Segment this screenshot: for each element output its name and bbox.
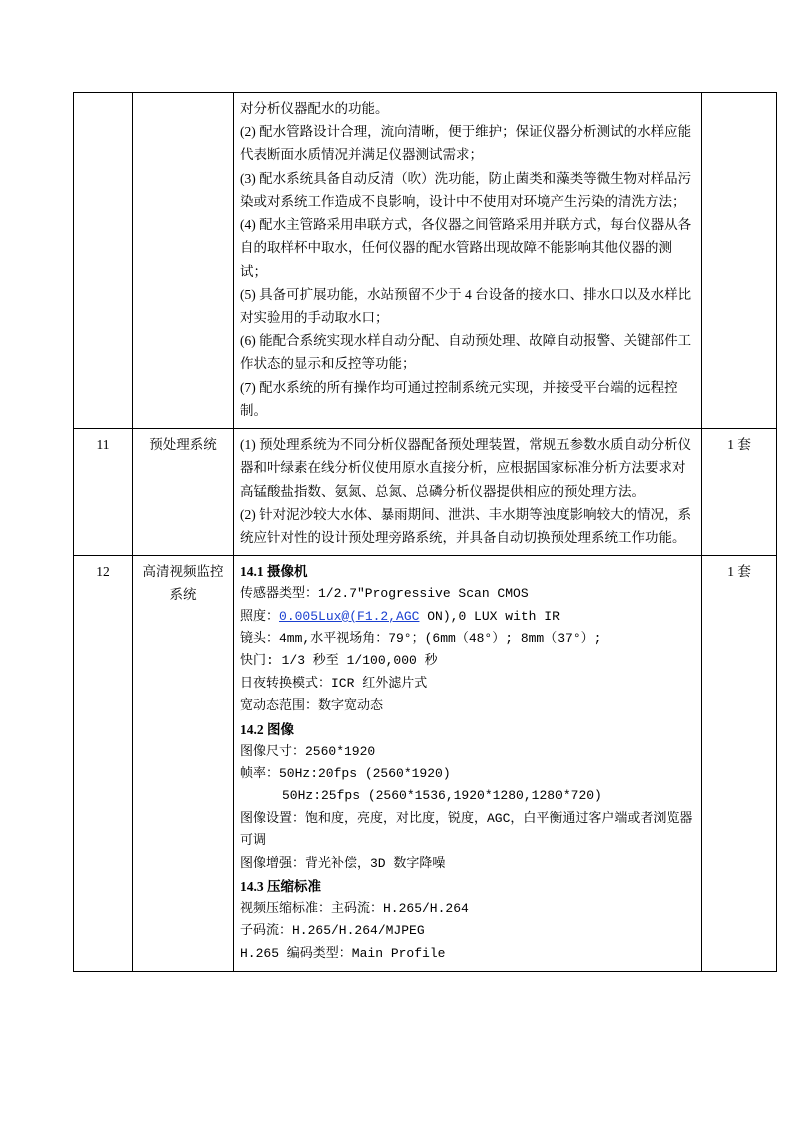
description-line: 镜头：4mm,水平视场角：79°；(6mm（48°）; 8mm（37°）; [240,631,602,647]
section-heading: 14.2 图像 [240,721,294,737]
description-line: (4) 配水主管路采用串联方式，各仪器之间管路采用并联方式，每台仪器从各自的取样杯中取水，任何仪器的配水管路出现故障不能影响其他仪器的测试； [240,217,692,279]
row-quantity: 1 套 [727,437,751,453]
row-quantity-cell [702,556,777,972]
row-quantity-cell [702,429,777,556]
row-number: 11 [96,437,110,453]
row-description-cell [234,556,702,972]
table-row [74,429,777,556]
illuminance-rest: ON),0 LUX with IR [419,608,560,624]
specification-table [73,92,777,972]
description-line: 子码流：H.265/H.264/MJPEG [240,923,425,939]
row-description-cell [234,93,702,429]
row-number-cell [74,556,133,972]
label-illuminance: 照度： [240,608,280,624]
row-quantity-cell [702,93,777,429]
description-line: 对分析仪器配水的功能。 [240,101,389,116]
description-line: 图像增强：背光补偿，3D 数字降噪 [240,855,446,871]
description-line: 帧率：50Hz:20fps (2560*1920) [240,766,451,782]
description-line: 宽动态范围：数字宽动态 [240,698,384,714]
description-line: 50Hz:25fps (2560*1536,1920*1280,1280*720) [282,788,602,804]
description-line: 日夜转换模式：ICR 红外滤片式 [240,675,428,691]
description-line: (2) 针对泥沙较大水体、暴雨期间、泄洪、丰水期等浊度影响较大的情况，系统应针对性的设计预处理旁路系统，并具备自动切换预处理系统工作功能。 [240,506,692,545]
description-line: (3) 配水系统具备自动反清（吹）洗功能，防止菌类和藻类等微生物对样品污染或对系统工作造成不良影响，设计中不使用对环境产生污染的清洗方法； [240,170,692,209]
row-name: 高清视频监控系统 [142,564,224,603]
description-line: (6) 能配合系统实现水样自动分配、自动预处理、故障自动报警、关键部件工作状态的显示和反控等功能； [240,333,692,372]
row-number-cell [74,429,133,556]
description-line: 视频压缩标准：主码流：H.265/H.264 [240,901,469,917]
description-line: 快门: 1/3 秒至 1/100,000 秒 [240,653,438,669]
row-name-cell [133,429,234,556]
description-line: 图像设置：饱和度，亮度，对比度，锐度，AGC，白平衡通过客户端或者浏览器可调 [240,810,693,849]
description-line-illuminance [240,606,695,628]
table-row [74,93,777,429]
row-number-cell [74,93,133,429]
row-description-cell [234,429,702,556]
description-line: (2) 配水管路设计合理，流向清晰，便于维护；保证仪器分析测试的水样应能代表断面水质情况并满足仪器测试需求； [240,124,692,163]
row-name-cell [133,93,234,429]
description-line: 图像尺寸：2560*1920 [240,743,376,759]
row-number: 12 [96,564,110,580]
table-row [74,556,777,972]
section-heading: 14.3 压缩标准 [240,878,321,894]
row-name-cell [133,556,234,972]
description-line: (5) 具备可扩展功能，水站预留不少于 4 台设备的接水口、排水口以及水样比对实验用的手动取水口； [240,286,692,325]
description-line: (1) 预处理系统为不同分析仪器配备预处理装置，常规五参数水质自动分析仪器和叶绿素在线分析仪使用原水直接分析，应根据国家标准分析方法要求对高锰酸盐指数、氨氮、总氮、总磷分析仪器提供相应的预处理方法。 [240,437,692,499]
illuminance-value[interactable]: 0.005Lux@(F1.2,AGC [279,608,420,624]
section-heading: 14.1 摄像机 [240,564,308,580]
description-line: 传感器类型：1/2.7″Progressive Scan CMOS [240,586,529,602]
row-quantity: 1 套 [727,564,751,580]
row-name: 预处理系统 [149,437,217,453]
description-line: H.265 编码类型：Main Profile [240,945,446,961]
description-line: (7) 配水系统的所有操作均可通过控制系统元实现，并接受平台端的远程控制。 [240,379,678,418]
table-body [74,93,777,972]
